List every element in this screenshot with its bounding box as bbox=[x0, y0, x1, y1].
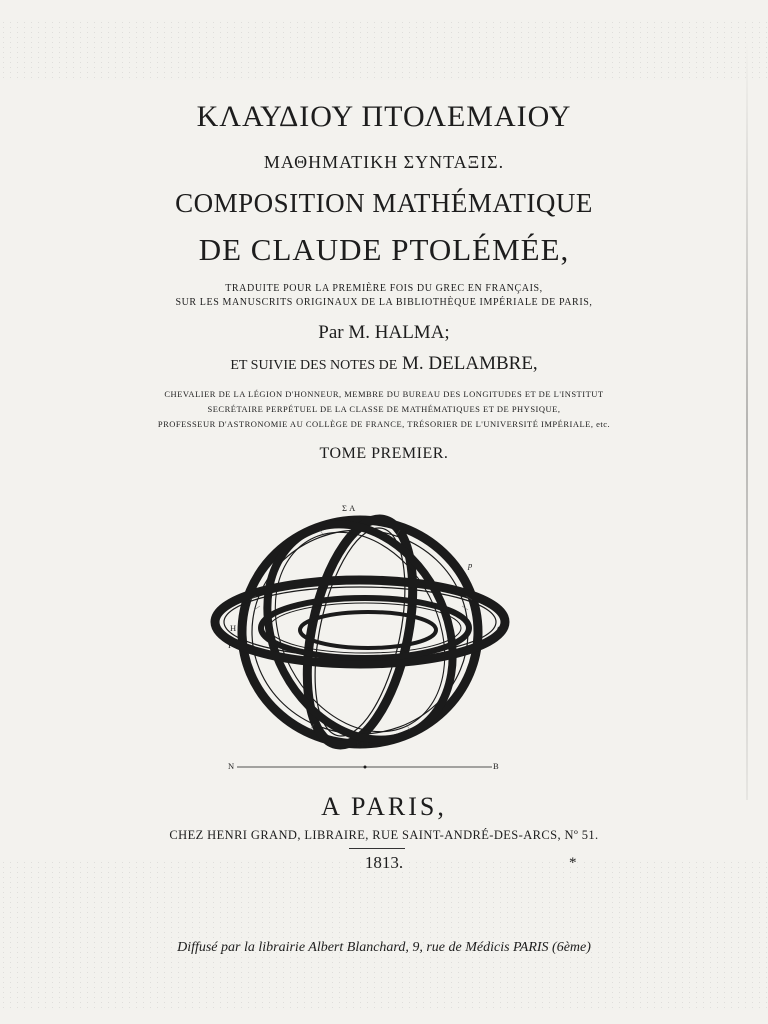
notes-prefix: ET SUIVIE DES NOTES DE bbox=[230, 358, 398, 373]
figure-label-bottom: M I bbox=[356, 740, 369, 750]
figure-label-left-upper: H bbox=[230, 623, 237, 633]
translation-line2: SUR LES MANUSCRITS ORIGINAUX DE LA BIBLIOTHÈQUE IMPÉRIALE DE PARIS, bbox=[175, 297, 593, 308]
greek-title: ΚΛΑΥΔΙΟΥ ΠΤΟΛΕΜΑΙΟΥ bbox=[196, 100, 572, 133]
greek-subtitle: ΜΑΘΗΜΑΤΙΚΗ ΣΥΝΤΑΞΙΣ. bbox=[263, 152, 505, 172]
year-rule bbox=[349, 848, 405, 849]
imprint-publisher: CHEZ HENRI GRAND, LIBRAIRE, RUE SAINT-ANDRÉ-DES-ARCS, Nº 51. bbox=[169, 828, 599, 842]
translator-name: M. HALMA; bbox=[348, 322, 450, 343]
figure-label-axis-left: N bbox=[228, 761, 235, 771]
translation-line1: TRADUITE POUR LA PREMIÈRE FOIS DU GREC EN FRANÇAIS, bbox=[225, 283, 543, 294]
figure-label-right-upper: P bbox=[497, 606, 502, 616]
imprint-city: A PARIS, bbox=[321, 792, 447, 821]
french-title-line1: COMPOSITION MATHÉMATIQUE bbox=[175, 188, 593, 218]
french-title-line2: DE CLAUDE PTOLÉMÉE, bbox=[198, 232, 570, 267]
scan-noise-top bbox=[0, 20, 768, 80]
volume-label: TOME PREMIER. bbox=[319, 445, 449, 462]
translator-prefix: Par bbox=[318, 322, 344, 343]
figure-label-right-lower: O bbox=[497, 624, 504, 634]
credentials-line2: SECRÉTAIRE PERPÉTUEL DE LA CLASSE DE MATHÉMATIQUES ET DE PHYSIQUE, bbox=[207, 404, 561, 414]
figure-label-axis-right: B bbox=[493, 761, 499, 771]
armillary-sphere-figure bbox=[210, 500, 520, 780]
imprint-year: 1813. bbox=[364, 853, 404, 872]
scan-noise-bottom bbox=[0, 860, 768, 1010]
translator-line bbox=[0, 322, 768, 344]
asterisk-mark: * bbox=[569, 855, 577, 871]
credentials-line1: CHEVALIER DE LA LÉGION D'HONNEUR, MEMBRE DU BUREAU DES LONGITUDES ET DE L'INSTITUT bbox=[164, 389, 604, 399]
credentials-line3: PROFESSEUR D'ASTRONOMIE AU COLLÈGE DE FRANCE, TRÉSORIER DE L'UNIVERSITÉ IMPÉRIALE, etc. bbox=[157, 419, 611, 429]
notes-line bbox=[0, 353, 768, 375]
notes-author: M. DELAMBRE, bbox=[402, 353, 538, 374]
figure-label-left-lower: P bbox=[228, 640, 233, 650]
distribution-note: Diffusé par la librairie Albert Blanchard, 9, rue de Médicis PARIS (6ème) bbox=[177, 940, 591, 955]
figure-label-p-lower: p bbox=[258, 685, 263, 695]
figure-label-p-upper: p bbox=[468, 560, 473, 570]
figure-label-top: Σ A bbox=[342, 503, 356, 513]
armillary-sphere-drawing bbox=[210, 500, 520, 780]
